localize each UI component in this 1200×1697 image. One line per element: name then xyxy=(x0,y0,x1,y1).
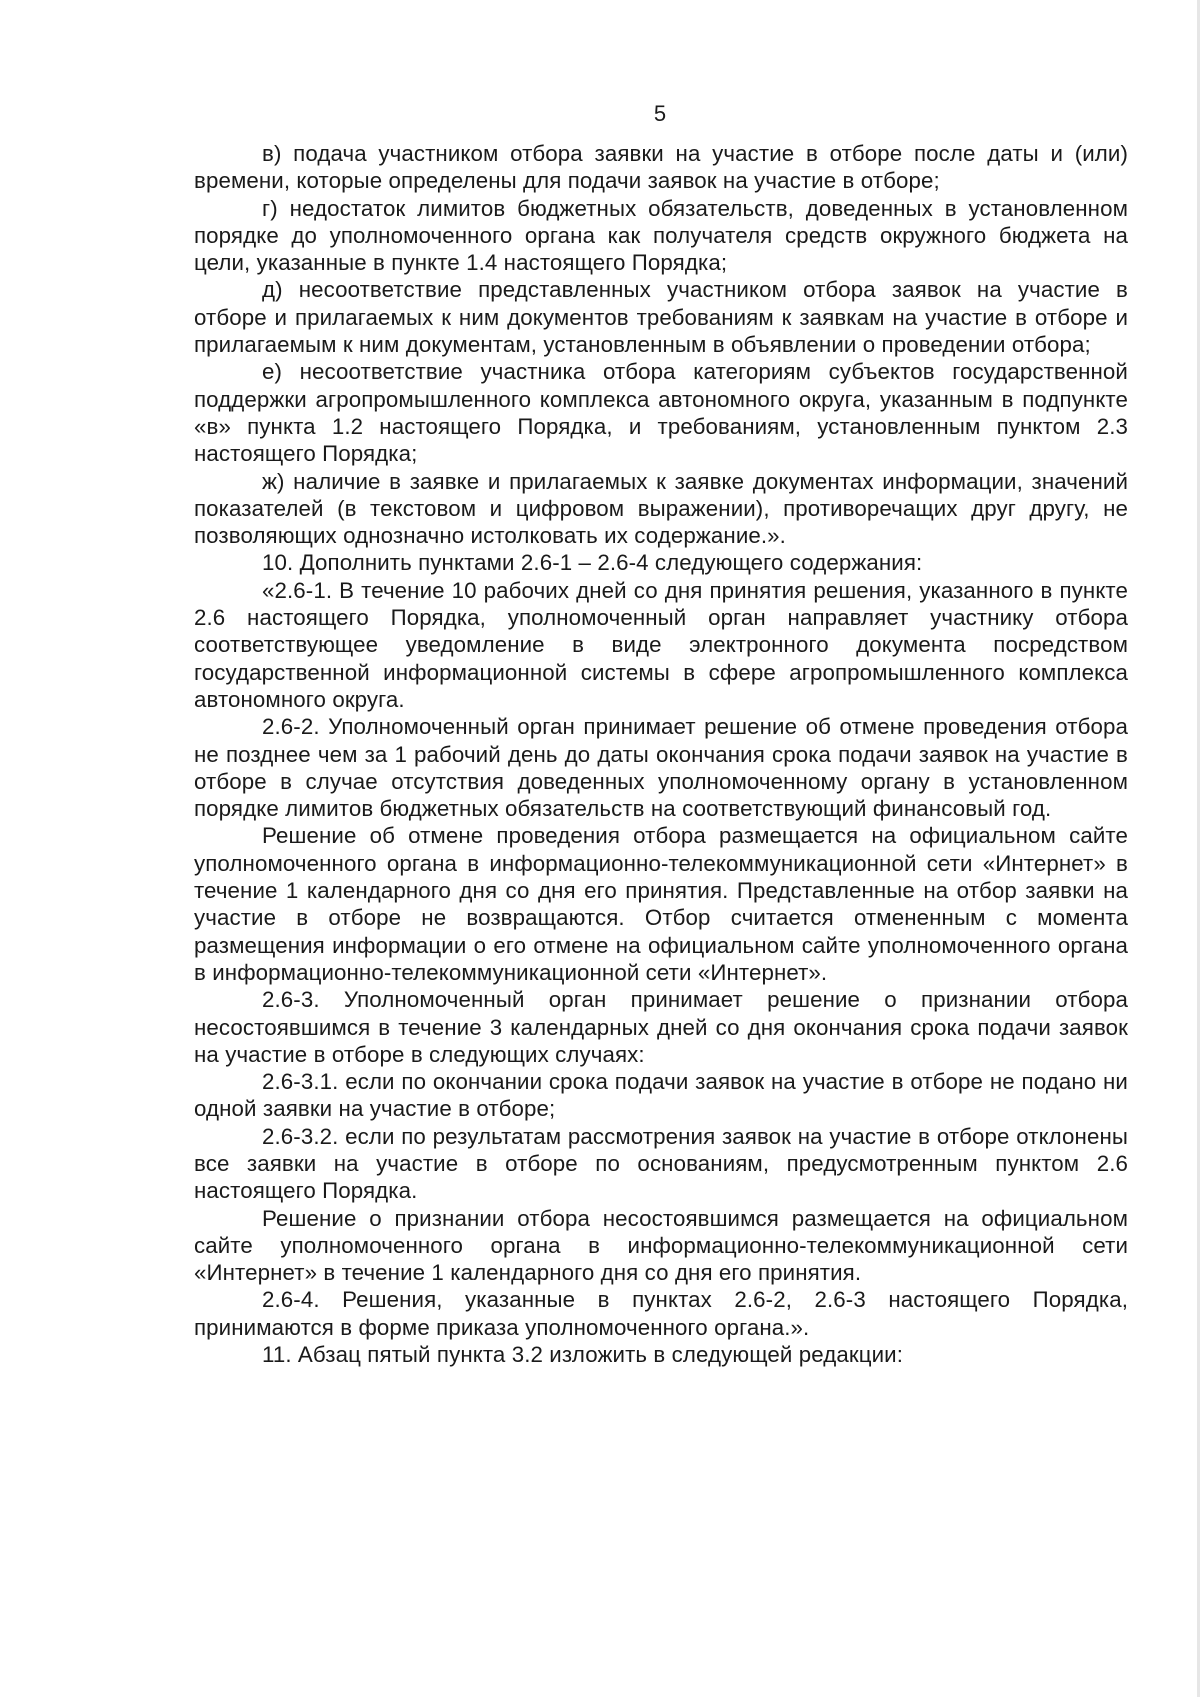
paragraph-2-6-3-1: 2.6-3.1. если по окончании срока подачи заявок на участие в отборе не подано ни одной заявки на участие в отборе; xyxy=(194,1069,1128,1122)
paragraph-item-e: е) несоответствие участника отбора категориям субъектов государственной поддержки агропромышленного комплекса автономного округа, указанным в подпункте «в» пункта 1.2 настоящего Порядка, и требованиям, установленным пунктом 2.3 настоящего Порядка; xyxy=(194,359,1128,467)
paragraph-item-d: д) несоответствие представленных участником отбора заявок на участие в отборе и прилагаемых к ним документов требованиям к заявкам на участие в отборе и прилагаемым к ним документам, установленным в объявлении о проведении отбора; xyxy=(194,277,1128,358)
paragraph-item-g: г) недостаток лимитов бюджетных обязательств, доведенных в установленном порядке до уполномоченного органа как получателя средств окружного бюджета на цели, указанные в пункте 1.4 настоящего Порядка; xyxy=(194,195,1128,276)
page-number: 5 xyxy=(653,101,667,126)
paragraph-2-6-1: «2.6-1. В течение 10 рабочих дней со дня принятия решения, указанного в пункте 2.6 настоящего Порядка, уполномоченный орган направляет участнику отбора соответствующее уведомление в виде электронного документа посредством государственной информационной системы в сфере агропромышленного комплекса автономного округа. xyxy=(194,577,1128,712)
paragraph-failed-selection-publication: Решение о признании отбора несостоявшимся размещается на официальном сайте уполномоченного органа в информационно-телекоммуникационной сети «Интернет» в течение 1 календарного дня со дня его принятия. xyxy=(194,1205,1128,1286)
paragraph-cancellation-publication: Решение об отмене проведения отбора размещается на официальном сайте уполномоченного органа в информационно-телекоммуникационной сети «Интернет» в течение 1 календарного дня со дня его принятия. Представленные на отбор заявки на участие в отборе не возвращаются. Отбор считается отмененным с момента размещения информации о его отмене на официальном сайте уполномоченного органа в информационно-телекоммуникационной сети «Интернет». xyxy=(194,823,1128,985)
paragraph-item-zh: ж) наличие в заявке и прилагаемых к заявке документах информации, значений показателей (в текстовом и цифровом выражении), противоречащих друг другу, не позволяющих однозначно истолковать их содержание.». xyxy=(194,468,1128,549)
paragraph-item-v: в) подача участником отбора заявки на участие в отборе после даты и (или) времени, которые определены для подачи заявок на участие в отборе; xyxy=(194,141,1128,194)
paragraph-2-6-4: 2.6-4. Решения, указанные в пунктах 2.6-2, 2.6-3 настоящего Порядка, принимаются в форме приказа уполномоченного органа.». xyxy=(194,1287,1128,1340)
paragraph-clause-10: 10. Дополнить пунктами 2.6-1 – 2.6-4 следующего содержания: xyxy=(262,550,923,576)
paragraph-2-6-2: 2.6-2. Уполномоченный орган принимает решение об отмене проведения отбора не позднее чем за 1 рабочий день до даты окончания срока подачи заявок на участие в отборе в случае отсутствия доведенных уполномоченному органу в установленном порядке лимитов бюджетных обязательств на соответствующий финансовый год. xyxy=(194,714,1128,822)
document-body xyxy=(194,140,1128,1368)
paragraph-2-6-3-2: 2.6-3.2. если по результатам рассмотрения заявок на участие в отборе отклонены все заявки на участие в отборе по основаниям, предусмотренным пунктом 2.6 настоящего Порядка. xyxy=(194,1123,1128,1204)
paragraph-clause-11: 11. Абзац пятый пункта 3.2 изложить в следующей редакции: xyxy=(262,1342,904,1368)
paragraph-2-6-3: 2.6-3. Уполномоченный орган принимает решение о признании отбора несостоявшимся в течение 3 календарных дней со дня окончания срока подачи заявок на участие в отборе в следующих случаях: xyxy=(194,987,1128,1067)
